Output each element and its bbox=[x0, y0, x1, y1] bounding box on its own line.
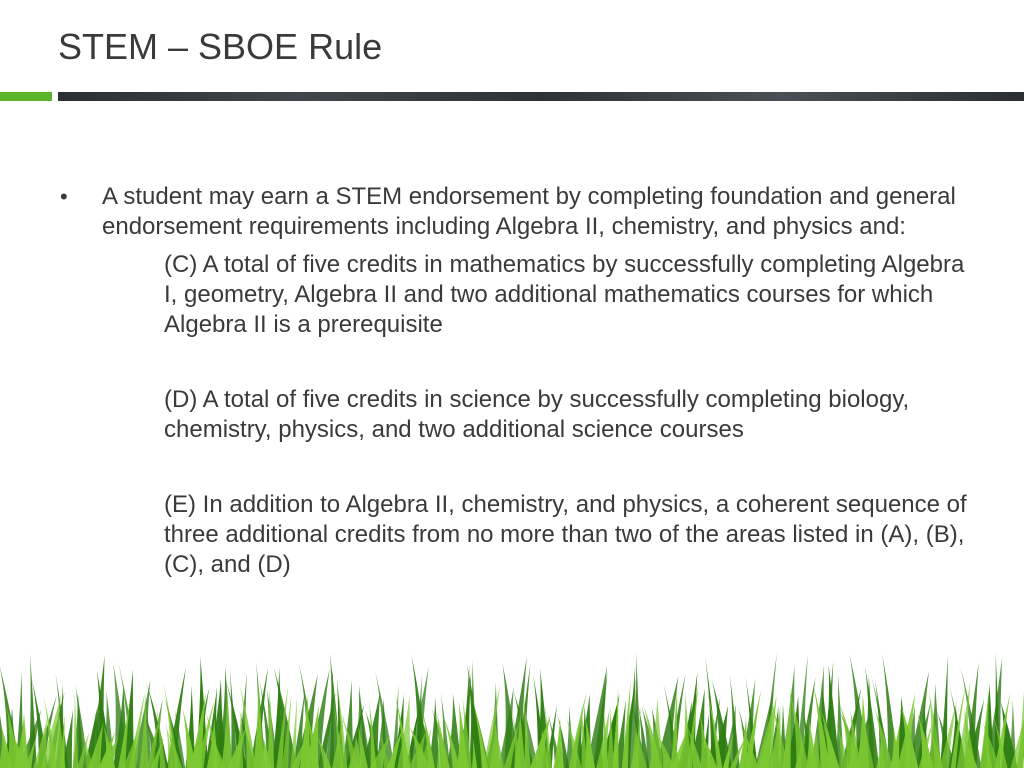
sub-item-c: (C) A total of five credits in mathematics by successfully completing Algebra I, geometry, Algebra II and two additional mathematics courses for which Algebra II is a prerequisite bbox=[164, 251, 965, 338]
bullet-item bbox=[58, 182, 978, 242]
slide-title: STEM – SBOE Rule bbox=[58, 26, 383, 67]
title-accent-dark bbox=[58, 92, 1024, 101]
title-accent-green bbox=[0, 92, 52, 101]
grass-decoration bbox=[0, 648, 1024, 768]
bullet-text: A student may earn a STEM endorsement by completing foundation and general endorsement requirements including Algebra II, chemistry, and physics and: bbox=[102, 183, 956, 240]
sub-list bbox=[164, 250, 978, 580]
sub-item-e: (E) In addition to Algebra II, chemistry, and physics, a coherent sequence of three additional credits from no more than two of the areas listed in (A), (B), (C), and (D) bbox=[164, 491, 967, 578]
bullet-marker: • bbox=[60, 184, 68, 209]
grass-blade bbox=[254, 682, 265, 768]
sub-item-d: (D) A total of five credits in science by successfully completing biology, chemistry, physics, and two additional science courses bbox=[164, 386, 910, 443]
slide-content bbox=[58, 182, 978, 580]
